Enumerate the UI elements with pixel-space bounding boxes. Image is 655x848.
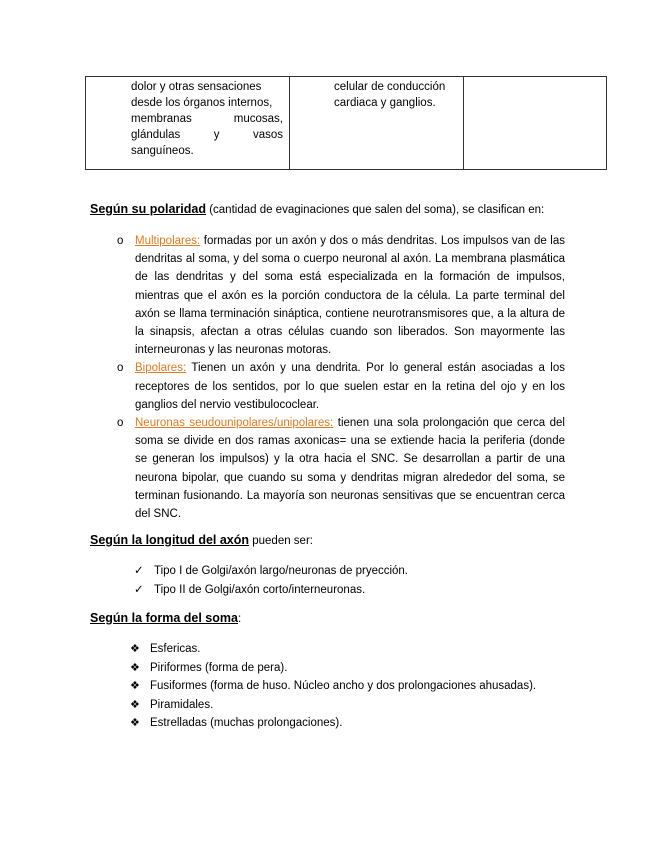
axon-length-heading-title: Según la longitud del axón [90,533,250,547]
list-item [117,414,565,523]
multipolares-text: formadas por un axón y dos o más dendritas. Los impulsos van de las dendritas al soma, y del soma o cuerpo neuronal al axón. La membrana plasmática de las dendritas y del soma está especializada en la formación de impulsos, mientras que el axón es la porción conductora de la célula. La parte terminal del axón se llama terminación sináptica, contiene neurotransmisores que, a la altura de la sinapsis, afectan a otras células cuando son liberados. Son mayormente las interneuronas y las neuronas motoras. [135,235,565,357]
checkmark-icon: ✓ [134,565,144,577]
list-item [117,232,565,359]
soma-shape-heading-title: Según la forma del soma [90,611,238,625]
checkmark-icon: ✓ [134,583,144,596]
list-item: ❖ Piramidales. [130,696,536,715]
axon-length-heading [90,533,313,547]
polarity-heading-title: Según su polaridad [90,202,206,216]
list-item: ✓ Tipo II de Golgi/axón corto/interneuronas. [134,581,408,600]
bipolares-text: Tienen un axón y una dendrita. Por lo general están asociadas a los receptores de los sentidos, por lo que suelen estar en la retina del ojo y en los ganglios del nervio vestibulococlear. [135,362,565,411]
list-item: ❖ Fusiformes (forma de huso. Núcleo ancho y dos prolongaciones ahusadas). [130,677,536,696]
table-fragment [85,76,607,170]
list-item [117,359,565,414]
diamond-bullet-icon: ❖ [130,698,140,711]
diamond-bullet-icon: ❖ [130,680,140,692]
diamond-bullet-icon: ❖ [130,661,140,674]
polarity-heading-rest: (cantidad de evaginaciones que salen del soma), se clasifican en: [206,204,545,216]
table-cell-2 [290,77,464,169]
unipolares-term: Neuronas seudounipolares/unipolares: [135,417,334,430]
diamond-bullet-icon: ❖ [130,717,140,729]
circle-bullet-icon: o [117,417,124,430]
cell-line: glándulas y vasos [131,129,283,141]
cell-line: sanguíneos. [131,145,194,157]
polarity-heading [90,202,544,216]
cell-line: dolor y otras sensaciones [131,81,262,93]
list-item: ❖ Esfericas. [130,640,536,659]
list-item: ✓ Tipo I de Golgi/axón largo/neuronas de pryección. [134,562,408,581]
multipolares-term: Multipolares: [135,235,201,247]
cell-line: celular de conducción [334,81,446,93]
polarity-list [117,232,565,523]
circle-bullet-icon: o [117,235,124,247]
soma-shape-list [130,640,536,733]
soma-shape-heading-rest: : [237,613,242,625]
list-item: ❖ Estrelladas (muchas prolongaciones). [130,714,536,733]
cell-line: membranas mucosas, [131,113,283,125]
unipolares-text: tienen una sola prolongación que cerca del soma se divide en dos ramas axonicas= una se extiende hacia la periferia (donde se generan los impulsos) y la otra hacia el SNC. Se desarrollan a partir de una neurona bipolar, que cuando su soma y dendritas migran alrededor del soma, se terminan fusionando. La mayoría son neuronas sensitivas que se encuentran cerca del SNC. [135,417,565,521]
soma-shape-heading [90,611,241,625]
circle-bullet-icon: o [117,362,124,375]
table-cell-1 [86,77,290,169]
axon-length-heading-rest: pueden ser: [249,535,313,547]
axon-length-list [134,562,408,599]
cell-line: desde los órganos internos, [131,97,273,109]
cell-line: cardiaca y ganglios. [334,97,436,109]
diamond-bullet-icon: ❖ [130,643,140,655]
bipolares-term: Bipolares: [135,362,187,375]
list-item: ❖ Piriformes (forma de pera). [130,659,536,678]
table-cell-3 [464,77,606,169]
